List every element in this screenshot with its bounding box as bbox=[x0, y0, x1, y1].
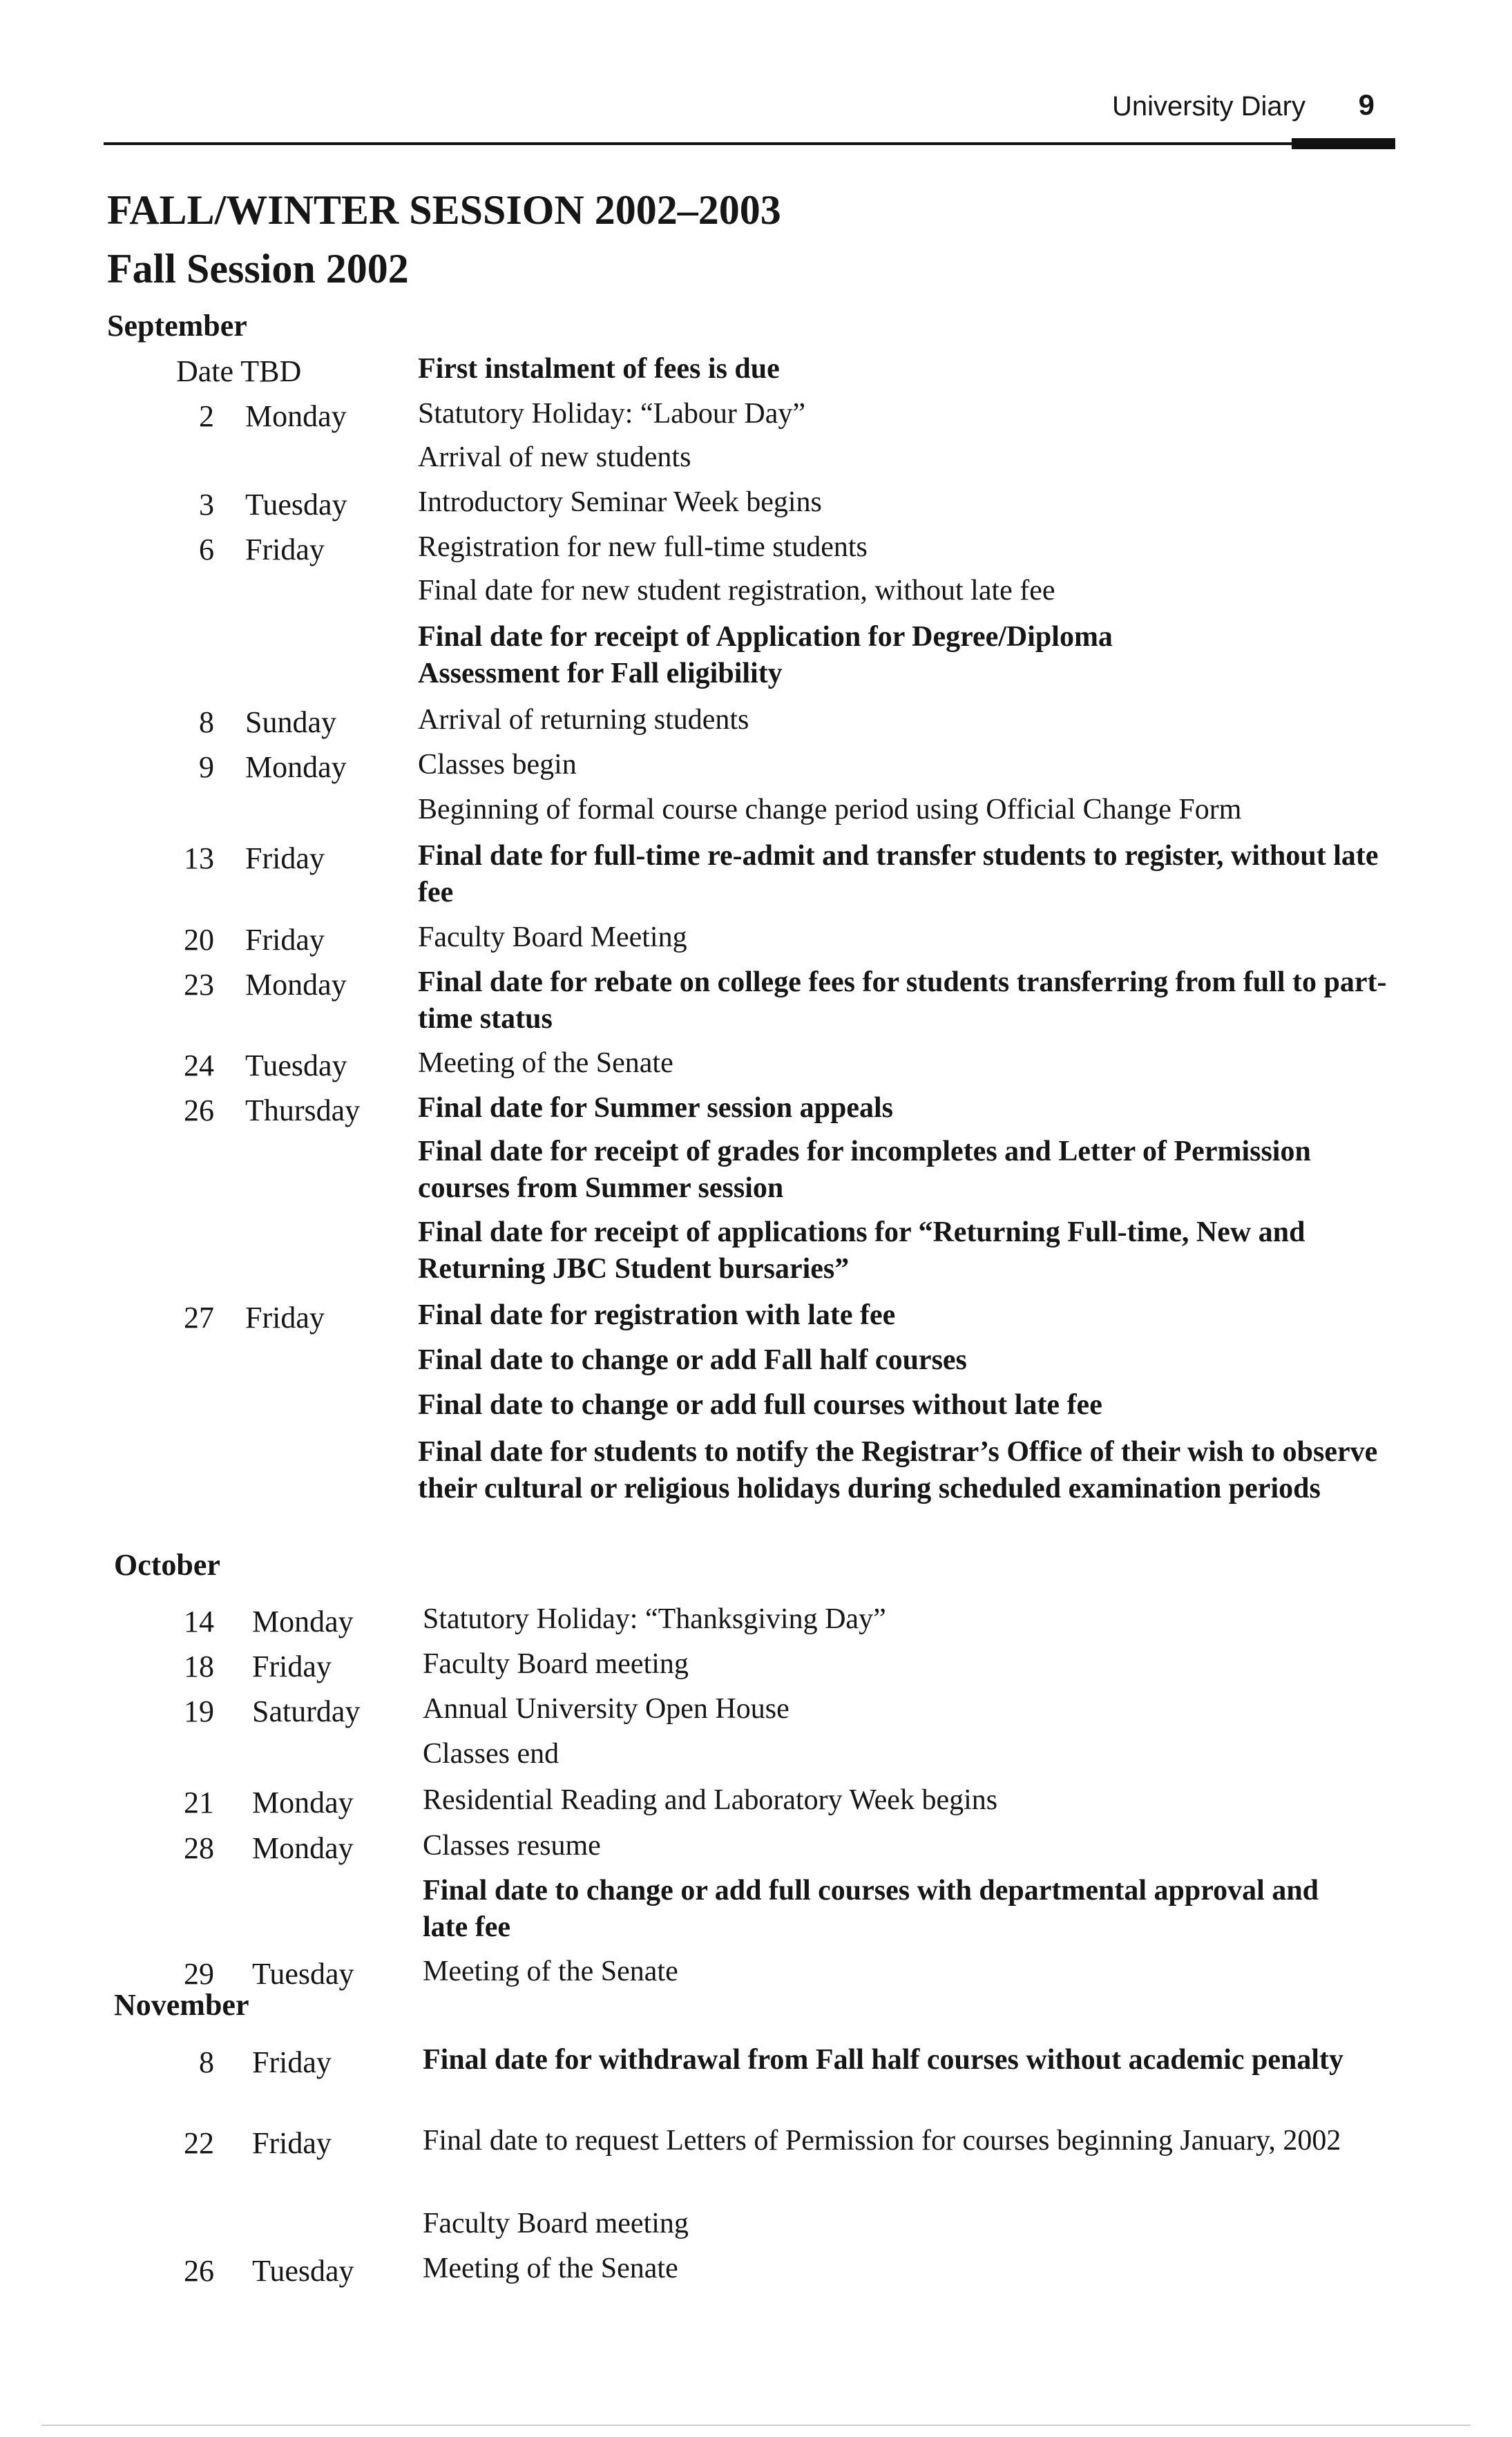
entry-event: Statutory Holiday: “Labour Day” bbox=[418, 398, 806, 430]
entry-weekday: Monday bbox=[252, 1786, 354, 1819]
page-number: 9 bbox=[1358, 88, 1375, 121]
entry-day: 27 bbox=[184, 1301, 214, 1335]
session-title: FALL/WINTER SESSION 2002–2003 bbox=[107, 187, 781, 233]
entry-day: 3 bbox=[199, 488, 214, 522]
entry-day: 29 bbox=[184, 1957, 214, 1991]
entry-day: 13 bbox=[184, 841, 214, 875]
entry-event: Residential Reading and Laboratory Week begins bbox=[423, 1784, 998, 1816]
entry-weekday: Monday bbox=[245, 399, 347, 433]
entry-day: 14 bbox=[184, 1605, 214, 1638]
entry-day: 19 bbox=[184, 1694, 214, 1728]
entry-event: Arrival of new students bbox=[418, 441, 691, 473]
running-title: University Diary bbox=[1111, 91, 1305, 122]
entry-event: First instalment of fees is due bbox=[418, 353, 780, 385]
entry-event: Meeting of the Senate bbox=[423, 2253, 678, 2284]
header-rule bbox=[104, 142, 1395, 145]
entry-day: 28 bbox=[184, 1831, 214, 1865]
entry-weekday: Tuesday bbox=[245, 1049, 347, 1082]
entry-event: Beginning of formal course change period using Official Change Form bbox=[418, 794, 1242, 825]
entry-day: 26 bbox=[184, 1093, 214, 1127]
month-heading: September bbox=[107, 309, 247, 343]
entry-event: Final date for registration with late fee bbox=[418, 1299, 896, 1331]
entry-event: Introductory Seminar Week begins bbox=[418, 486, 822, 518]
entry-event: Statutory Holiday: “Thanksgiving Day” bbox=[423, 1603, 886, 1635]
entry-day: 18 bbox=[184, 1650, 214, 1683]
entry-weekday: Sunday bbox=[245, 705, 336, 739]
entry-day: 26 bbox=[184, 2254, 214, 2288]
entry-event: Meeting of the Senate bbox=[423, 1956, 678, 1987]
entry-event: Final date to change or add full courses with departmental approval and late fee bbox=[423, 1875, 1319, 1943]
entry-event: Final date for receipt of applications for “Returning Full-time, New and Returning JBC Student bursaries” bbox=[418, 1216, 1305, 1285]
entry-event: Final date for rebate on college fees for students transferring from full to part-time status bbox=[418, 966, 1387, 1035]
entry-day: 9 bbox=[199, 750, 214, 784]
entry-event: Final date for full-time re-admit and transfer students to register, without late fee bbox=[418, 840, 1379, 908]
entry-day: 8 bbox=[199, 705, 214, 739]
entry-event: Final date for Summer session appeals bbox=[418, 1092, 893, 1124]
entry-weekday: Friday bbox=[245, 923, 325, 957]
entry-event: Final date for new student registration, without late fee bbox=[418, 575, 1055, 606]
entry-weekday: Friday bbox=[252, 1650, 332, 1683]
page-edge bbox=[41, 2425, 1471, 2426]
header-rule-tab bbox=[1292, 138, 1395, 149]
entry-event: Faculty Board meeting bbox=[423, 1648, 689, 1680]
entry-event: Final date for receipt of Application for Degree/Diploma Assessment for Fall eligibility bbox=[418, 621, 1113, 689]
month-heading: October bbox=[114, 1548, 220, 1582]
entry-day: 21 bbox=[184, 1786, 214, 1819]
entry-event: Final date to change or add Fall half courses bbox=[418, 1344, 967, 1376]
entry-event: Final date to change or add full courses without late fee bbox=[418, 1389, 1102, 1421]
entry-event: Final date to request Letters of Permission for courses beginning January, 2002 bbox=[423, 2125, 1341, 2157]
entry-date: Date TBD bbox=[176, 354, 302, 388]
entry-weekday: Tuesday bbox=[252, 1957, 354, 1991]
entry-event: Annual University Open House bbox=[423, 1693, 790, 1725]
term-title: Fall Session 2002 bbox=[107, 246, 409, 292]
entry-weekday: Monday bbox=[245, 968, 347, 1002]
entry-weekday: Friday bbox=[245, 533, 325, 566]
entry-day: 23 bbox=[184, 968, 214, 1002]
entry-weekday: Tuesday bbox=[252, 2254, 354, 2288]
entry-day: 2 bbox=[199, 399, 214, 433]
entry-event: Final date for students to notify the Registrar’s Office of their wish to observe their cultural or religious holidays during scheduled examination periods bbox=[418, 1436, 1378, 1504]
entry-weekday: Friday bbox=[252, 2126, 332, 2160]
entry-weekday: Tuesday bbox=[245, 488, 347, 522]
entry-weekday: Friday bbox=[245, 1301, 325, 1335]
entry-weekday: Monday bbox=[252, 1605, 354, 1638]
entry-event: Final date for receipt of grades for incompletes and Letter of Permission courses from Summer session bbox=[418, 1136, 1311, 1204]
entry-weekday: Monday bbox=[245, 750, 347, 784]
entry-event: Final date for withdrawal from Fall half courses without academic penalty bbox=[423, 2044, 1344, 2076]
entry-day: 20 bbox=[184, 923, 214, 957]
entry-event: Classes resume bbox=[423, 1830, 601, 1862]
entry-day: 22 bbox=[184, 2126, 214, 2160]
entry-weekday: Friday bbox=[245, 841, 325, 875]
month-heading: November bbox=[114, 1988, 249, 2022]
entry-event: Classes begin bbox=[418, 749, 577, 781]
entry-day: 8 bbox=[199, 2045, 214, 2079]
entry-event: Classes end bbox=[423, 1738, 559, 1770]
entry-weekday: Saturday bbox=[252, 1694, 361, 1728]
entry-weekday: Thursday bbox=[245, 1093, 361, 1127]
entry-day: 24 bbox=[184, 1049, 214, 1082]
page-header bbox=[104, 82, 1395, 148]
entry-day: 6 bbox=[199, 533, 214, 566]
entry-event: Registration for new full-time students bbox=[418, 531, 868, 563]
entry-event: Meeting of the Senate bbox=[418, 1047, 673, 1079]
entry-weekday: Friday bbox=[252, 2045, 332, 2079]
entry-event: Faculty Board meeting bbox=[423, 2208, 689, 2239]
entry-event: Faculty Board Meeting bbox=[418, 921, 687, 953]
entry-weekday: Monday bbox=[252, 1831, 354, 1865]
entry-event: Arrival of returning students bbox=[418, 704, 749, 736]
